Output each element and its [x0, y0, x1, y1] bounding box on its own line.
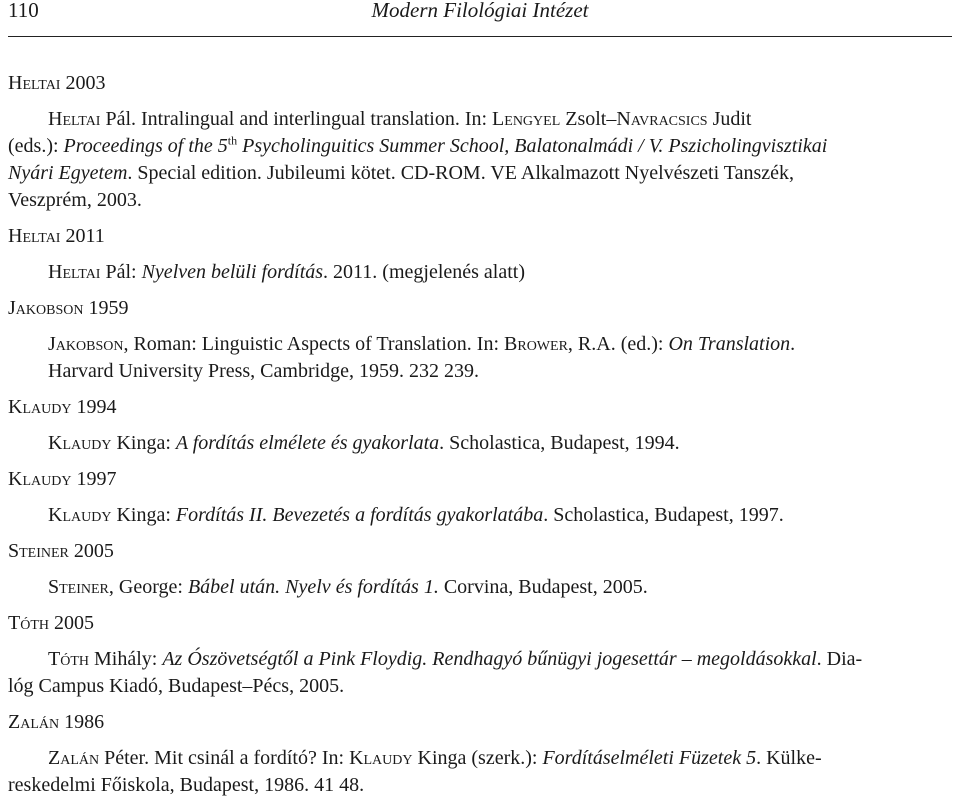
text-run: lóg Campus Kiadó, Budapest–Pécs, 2005.	[8, 675, 345, 697]
entry-reference	[8, 646, 952, 700]
entry-reference	[48, 259, 952, 286]
text-run: . Scholastica, Budapest, 1994.	[439, 432, 680, 454]
header-rule	[8, 36, 952, 37]
running-header-title: Modern Filológiai Intézet	[371, 0, 589, 22]
entry-reference	[8, 106, 952, 214]
entry-key	[8, 466, 952, 493]
entry-key	[8, 295, 952, 322]
text-run: , R.A. (ed.):	[567, 333, 669, 355]
entry-reference	[48, 331, 952, 385]
reference-line	[48, 358, 952, 385]
text-run: Lengyel	[492, 108, 561, 130]
bibliography-entry	[8, 610, 952, 700]
text-run: 2005	[68, 540, 114, 562]
entry-reference	[48, 430, 952, 457]
text-run: Harvard University Press, Cambridge, 1959. 232 239.	[48, 360, 480, 382]
text-run: Psycholinguitics Summer School, Balatonalmádi / V. Pszicholingvisztikai	[237, 135, 828, 157]
text-run: Jakobson	[48, 333, 124, 355]
entry-reference	[48, 574, 952, 601]
text-run: .	[790, 333, 796, 355]
text-run: Kinga:	[111, 504, 176, 526]
entry-reference	[8, 745, 952, 799]
bibliography-entry	[8, 466, 952, 529]
text-run: Klaudy	[349, 747, 413, 769]
text-run: . 2011. (megjelenés alatt)	[323, 261, 526, 283]
text-run: Zalán	[48, 747, 100, 769]
text-run: Heltai	[48, 108, 101, 130]
text-run: Fordítás II. Bevezetés a fordítás gyakorlatába	[175, 504, 544, 526]
entry-key	[8, 70, 952, 97]
text-run: Judit	[707, 108, 752, 130]
text-run: 2003	[60, 72, 106, 94]
bibliography-entry	[8, 70, 952, 214]
text-run: . Special edition. Jubileumi kötet. CD-ROM. VE Alkalmazott Nyelvészeti Tanszék,	[127, 162, 795, 184]
text-run: Mihály:	[89, 648, 163, 670]
text-run: Pál. Intralingual and interlingual translation. In:	[100, 108, 493, 130]
text-run: Heltai	[8, 225, 61, 247]
text-run: On Translation	[668, 333, 791, 355]
reference-line	[8, 673, 952, 700]
bibliography-entry	[8, 295, 952, 385]
text-run: Zsolt–	[560, 108, 617, 130]
reference-line	[48, 646, 952, 673]
text-run: reskedelmi Főiskola, Budapest, 1986. 41 48.	[8, 774, 365, 796]
text-run: Steiner	[8, 540, 69, 562]
text-run: Heltai	[8, 72, 61, 94]
text-run: 2011	[60, 225, 105, 247]
reference-line	[8, 772, 952, 799]
text-run: Tóth	[8, 612, 49, 634]
text-run: 1986	[59, 711, 105, 733]
page-number: 110	[8, 0, 39, 22]
text-run: 2005	[49, 612, 94, 634]
text-run: Kinga (szerk.):	[412, 747, 543, 769]
text-run: 1997	[71, 468, 117, 490]
bibliography-entry	[8, 538, 952, 601]
reference-line	[8, 160, 952, 187]
text-run: Nyelven belüli fordítás	[141, 261, 324, 283]
bibliography-list	[8, 70, 952, 808]
text-run: Tóth	[48, 648, 89, 670]
text-run: 1994	[71, 396, 117, 418]
text-run: Az Ószövetségtől a Pink Floydig. Rendhagyó bűnügyi jogesettár – megoldásokkal	[162, 648, 817, 670]
reference-line	[48, 745, 952, 772]
text-run: Steiner	[48, 576, 109, 598]
entry-key	[8, 223, 952, 250]
text-run: (eds.):	[8, 135, 64, 157]
entry-key	[8, 610, 952, 637]
entry-key	[8, 709, 952, 736]
text-run: Péter. Mit csinál a fordító? In:	[99, 747, 350, 769]
text-run: Proceedings of the 5	[63, 135, 228, 157]
reference-line	[8, 133, 952, 160]
text-run: Navracsics	[616, 108, 708, 130]
text-run: . Külke-	[756, 747, 822, 769]
entry-key	[8, 394, 952, 421]
text-run: . Scholastica, Budapest, 1997.	[543, 504, 784, 526]
text-run: Jakobson	[8, 297, 84, 319]
text-run: Nyári Egyetem	[8, 162, 128, 184]
text-run: th	[227, 133, 238, 148]
text-run: Klaudy	[8, 468, 72, 490]
text-run: Veszprém, 2003.	[8, 189, 142, 211]
reference-line	[48, 331, 952, 358]
reference-line	[48, 574, 952, 601]
bibliography-entry	[8, 394, 952, 457]
bibliography-entry	[8, 709, 952, 799]
text-run: Klaudy	[48, 504, 112, 526]
text-run: Heltai	[48, 261, 101, 283]
text-run: Zalán	[8, 711, 60, 733]
reference-line	[48, 502, 952, 529]
text-run: Fordításelméleti Füzetek 5	[542, 747, 757, 769]
text-run: Bábel után. Nyelv és fordítás 1.	[187, 576, 439, 598]
reference-line	[48, 259, 952, 286]
text-run: . Dia-	[816, 648, 863, 670]
text-run: Corvina, Budapest, 2005.	[438, 576, 648, 598]
text-run: , Roman: Linguistic Aspects of Translation. In:	[123, 333, 505, 355]
text-run: Brower	[504, 333, 568, 355]
text-run: Kinga:	[111, 432, 176, 454]
bibliography-entry	[8, 223, 952, 286]
text-run: A fordítás elmélete és gyakorlata	[175, 432, 440, 454]
reference-line	[8, 187, 952, 214]
text-run: Pál:	[100, 261, 142, 283]
text-run: 1959	[83, 297, 129, 319]
text-run: , George:	[108, 576, 188, 598]
entry-reference	[48, 502, 952, 529]
reference-line	[48, 430, 952, 457]
entry-key	[8, 538, 952, 565]
text-run: Klaudy	[8, 396, 72, 418]
reference-line	[48, 106, 952, 133]
text-run: Klaudy	[48, 432, 112, 454]
